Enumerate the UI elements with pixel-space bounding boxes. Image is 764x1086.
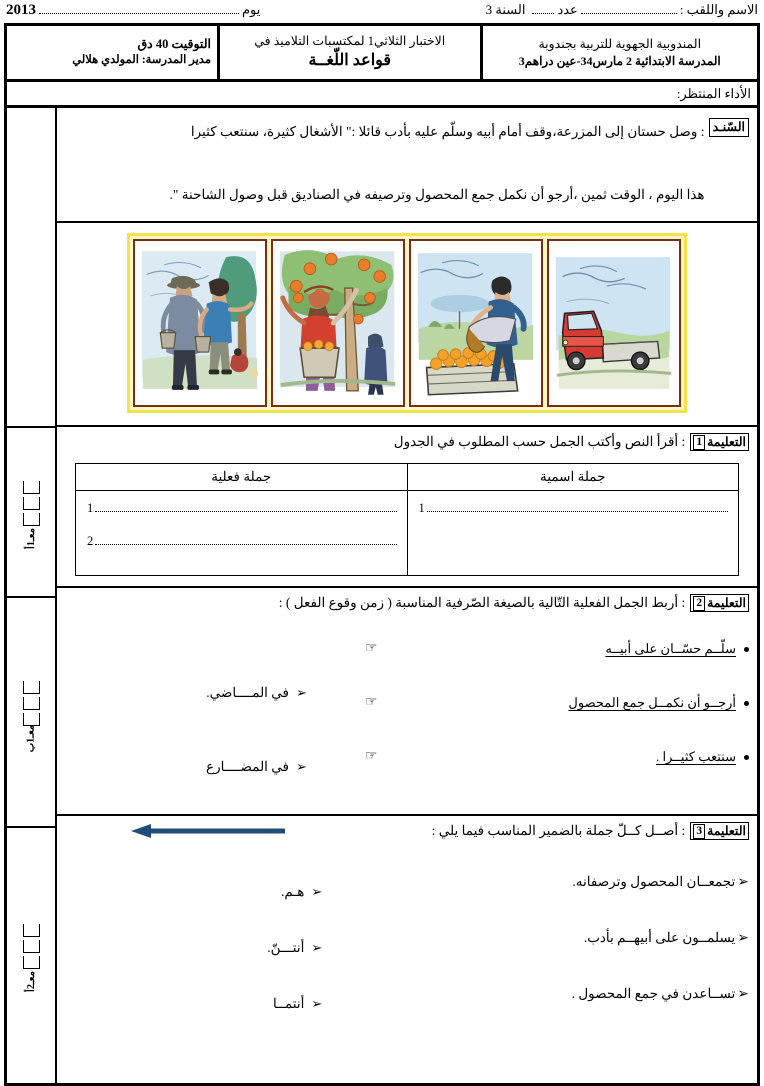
exercise-2-sentences [325, 622, 749, 804]
pictures-frame [127, 233, 687, 413]
exercise-2-sentence-1: سلّــم حسّــان على أبيــه [605, 641, 736, 657]
exercise-1-number: 1 [693, 435, 705, 450]
passage-text [65, 116, 705, 211]
exercise-3-tag [690, 822, 749, 840]
list-item[interactable] [331, 730, 749, 784]
score-box[interactable] [23, 681, 40, 694]
nominal-dots-1[interactable] [427, 503, 728, 512]
score-box[interactable] [23, 497, 40, 510]
exercise-2 [57, 588, 757, 816]
pointing-hand-icon[interactable]: ☞ [364, 749, 378, 765]
grade-label: السنة 3 [485, 2, 526, 17]
verbal-dots-1[interactable] [95, 503, 396, 512]
passage-tag: السّنـد [709, 118, 749, 137]
identification-right-group [486, 2, 758, 18]
expected-performance-row [7, 82, 757, 108]
sentence-type-table [75, 463, 739, 576]
man-crate-oranges-illustration [409, 239, 543, 407]
verbal-answer-line-2[interactable] [86, 534, 397, 549]
arrow-bullet-icon: ➢ [296, 759, 307, 775]
year-value: 2013 [6, 2, 36, 18]
arrow-bullet-icon: ➢ [311, 996, 323, 1012]
exercise-3-sentence-2: يسلمــون على أبيهــم بأدب. [583, 930, 736, 946]
passage-block [57, 108, 757, 223]
score-tag-exercise-3: معـ2أ [25, 971, 37, 992]
score-cell-passage [7, 108, 55, 428]
exercise-2-tag [690, 594, 749, 612]
exercise-2-sentence-3: سنتعب كثيــرا . [656, 749, 736, 765]
exercise-3-tag-label: التعليمة [707, 824, 746, 839]
exercise-1-head [65, 433, 749, 451]
pictures-strip [57, 223, 757, 427]
day-label: يوم [242, 2, 261, 17]
list-item[interactable] [358, 966, 749, 1022]
header-cell-exam [217, 26, 480, 79]
exercise-3-sentence-3: تســاعدن في جمع المحصول . [571, 986, 736, 1002]
nominal-answer-cell[interactable] [407, 491, 739, 576]
header-band [7, 26, 757, 82]
score-cell-exercise-3[interactable] [7, 828, 55, 1083]
verbal-answer-cell[interactable] [76, 491, 408, 576]
bullet-icon [744, 755, 749, 760]
exercise-3-number: 3 [693, 824, 705, 839]
list-item[interactable] [65, 656, 325, 730]
passage-row [65, 116, 749, 211]
identification-line [0, 0, 764, 22]
identification-left-group [6, 2, 260, 19]
arrow-bullet-icon: ➢ [311, 940, 323, 956]
exercise-2-head [65, 594, 749, 612]
verbal-index-1: 1 [87, 501, 94, 516]
exercise-3-option-antunna: أنتـــنّ. [267, 940, 305, 956]
principal-line: مدير المدرسة: المولدي هلالي [72, 54, 211, 67]
fruit-picking-illustration [271, 239, 405, 407]
expected-performance-label: الأداء المنتظر: [676, 85, 751, 101]
blue-left-arrow [127, 824, 289, 838]
header-cell-authority [480, 26, 758, 79]
exercise-2-tag-label: التعليمة [707, 596, 746, 611]
score-box[interactable] [23, 697, 40, 710]
name-label: الاسم واللقب : [679, 2, 758, 17]
passage-line-1: وصل حستان إلى المزرعة،وقف أمام أبيه وسلّم عليه بأدب قائلا :" الأشغال كثيرة، سنتعب كثيرا [190, 124, 698, 139]
arrow-bullet-icon: ➢ [737, 986, 749, 1002]
bullet-icon [744, 701, 749, 706]
list-item[interactable] [65, 920, 352, 976]
verbal-index-2: 2 [87, 534, 94, 549]
score-box[interactable] [23, 924, 40, 937]
list-item[interactable] [331, 622, 749, 676]
exercise-1-table-wrap [65, 463, 749, 576]
score-tag-exercise-2: معـ1ب [25, 724, 37, 752]
verbal-dots-2[interactable] [95, 536, 396, 545]
exercise-3-head [65, 822, 749, 840]
exercise-1-tag [690, 433, 749, 451]
table-answer-row [76, 491, 739, 576]
duration-line: التوقيت 40 دق [137, 37, 211, 52]
list-item[interactable] [358, 910, 749, 966]
exercise-1-instruction: : أقرأ النص وأكتب الجمل حسب المطلوب في الجدول [393, 434, 686, 450]
exam-title: قواعد اللّغــة [308, 51, 392, 69]
score-cell-exercise-1[interactable] [7, 428, 55, 598]
nominal-answer-line-1[interactable] [418, 501, 729, 516]
exercise-2-instruction: : أربط الجمل الفعلية التّالية بالصيغة الصّرفية المناسبة ( زمن وقوع الفعل ) : [278, 595, 686, 611]
exercise-2-option-past: في المــــاضي. [206, 685, 290, 701]
list-item[interactable] [65, 864, 352, 920]
number-label: عدد [557, 2, 578, 17]
pointing-hand-icon[interactable]: ☞ [364, 695, 378, 711]
exercise-2-number: 2 [693, 596, 705, 611]
name-blank[interactable] [581, 4, 677, 14]
arrow-bullet-icon: ➢ [737, 930, 749, 946]
column-header-nominal: جملة اسمية [407, 464, 739, 491]
header-cell-meta [7, 26, 217, 79]
exercise-3-option-antuma: أنتمــا [272, 996, 305, 1012]
score-box[interactable] [23, 513, 40, 526]
school-name-line: المدرسة الابتدائية 2 مارس34-عين دراهم3 [518, 53, 721, 68]
list-item[interactable] [358, 854, 749, 910]
arrow-bullet-icon: ➢ [311, 884, 323, 900]
list-item[interactable] [65, 730, 325, 804]
day-blank[interactable] [39, 4, 239, 14]
score-box[interactable] [23, 956, 40, 969]
verbal-answer-line-1[interactable] [86, 501, 397, 516]
list-item[interactable] [331, 676, 749, 730]
exercise-2-option-present: في المضــــارع [206, 759, 290, 775]
exercise-1 [57, 427, 757, 588]
content-column [55, 108, 757, 1083]
exercise-2-matching-area [65, 622, 749, 804]
exercise-1-tag-label: التعليمة [707, 435, 746, 450]
column-header-verbal: جملة فعلية [76, 464, 408, 491]
red-truck-illustration [547, 239, 681, 407]
nominal-index-1: 1 [418, 501, 425, 516]
score-cell-exercise-2[interactable] [7, 598, 55, 828]
arrow-bullet-icon: ➢ [737, 874, 749, 890]
exercise-3-instruction: : أصــل كــلّ جملة بالضمير المناسب فيما يلي : [431, 823, 686, 839]
score-box[interactable] [23, 481, 40, 494]
exercise-3 [57, 816, 757, 1042]
passage-colon: : [700, 124, 705, 139]
pointing-hand-icon[interactable]: ☞ [364, 641, 378, 657]
regional-delegation-line: المندوبية الجهوية للتربية بجندوبة [538, 36, 702, 51]
exam-sheet [4, 23, 760, 1086]
list-item[interactable] [65, 976, 352, 1032]
exercise-3-option-hum: هـم. [280, 884, 305, 900]
table-header-row [76, 464, 739, 491]
number-blank[interactable] [532, 4, 554, 14]
exercise-3-matching-area [65, 854, 749, 1032]
exam-subtitle: الاختبار الثلاثي1 لمكتسبات التلاميذ في [254, 33, 446, 48]
score-column [7, 108, 55, 1083]
score-tag-exercise-1: معـ1أ [25, 527, 37, 549]
bullet-icon [744, 647, 749, 652]
body-wrapper [7, 108, 757, 1083]
exercise-3-sentence-1: تجمعــان المحصول وترصفانه. [572, 874, 736, 890]
exercise-3-sentences [352, 854, 749, 1032]
exercise-2-options [65, 622, 325, 804]
exercise-2-sentence-2: أرجــو أن نكمــل جمع المحصول [568, 695, 736, 711]
passage-line-2: هذا اليوم ، الوقت ثمين ،أرجو أن نكمل جمع المحصول وترصيفه في الصناديق قبل وصول الشاحنة ". [169, 187, 705, 203]
exercise-3-options [65, 854, 352, 1032]
score-box[interactable] [23, 940, 40, 953]
arrow-bullet-icon: ➢ [296, 685, 307, 701]
farmer-and-boy-illustration [133, 239, 267, 407]
